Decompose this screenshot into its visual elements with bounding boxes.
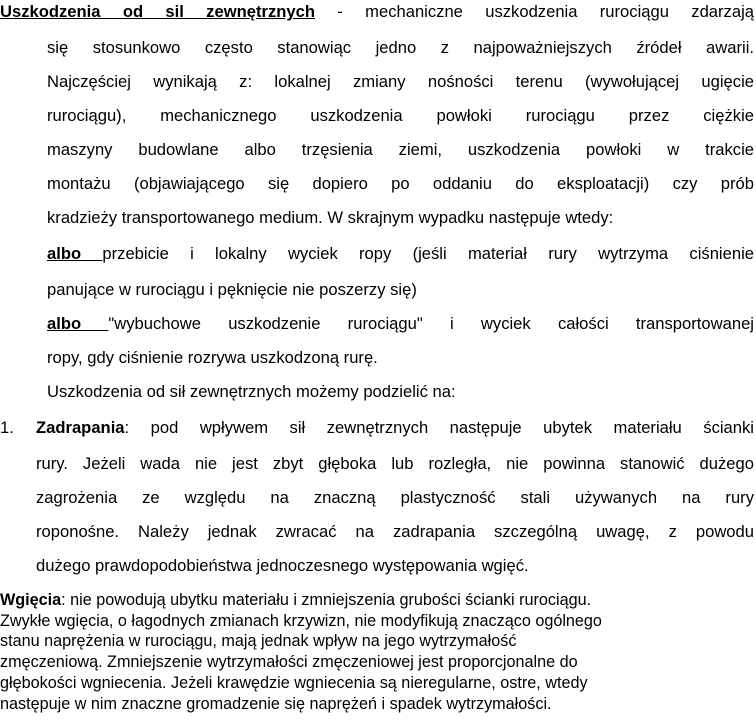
option1-line-2: panujące w rurociągu i pęknięcie nie poszerzy się) — [47, 280, 417, 299]
item2-text: : nie powodują ubytku materiału i zmniejszenia grubości ścianki rurociągu. — [61, 591, 592, 609]
division-line: Uszkodzenia od sił zewnętrznych możemy podzielić na: — [47, 382, 456, 401]
intro-line-6: kradzieży transportowanego medium. W skrajnym wypadku następuje wtedy: — [47, 208, 614, 227]
option2-keyword: albo — [47, 314, 109, 333]
intro-line-3: rurociągu), mechanicznego uszkodzenia powłoki rurociągu przez ciężkie — [47, 106, 754, 125]
item1-term: Zadrapania — [36, 418, 125, 437]
item1-line-4: dużego prawdopodobieństwa jednoczesnego występowania wgięć. — [36, 556, 529, 575]
intro-line-4: maszyny budowlane albo trzęsienia ziemi, uszkodzenia powłoki w trakcie — [47, 140, 754, 159]
item1-line-2: zagrożenia ze względu na znaczną plastyczność stali używanych na rury — [36, 488, 754, 507]
intro-heading: Uszkodzenia od sil zewnętrznych — [0, 2, 315, 21]
item2-line-3: zmęczeniową. Zmniejszenie wytrzymałości zmęczeniowej jest proporcjonalne do — [0, 653, 578, 671]
option1-keyword: albo — [47, 244, 103, 263]
item1-line-3: roponośne. Należy jednak zwracać na zadrapania szczególną uwagę, z powodu — [36, 522, 754, 541]
intro-line-1: się stosunkowo często stanowiąc jedno z najpoważniejszych źródeł awarii. — [47, 38, 754, 57]
item2-line-4: głębokości wgniecenia. Jeżeli krawędzie wgniecenia są nieregularne, ostre, wtedy — [0, 674, 588, 692]
item2-line-0 — [0, 591, 591, 610]
option2-text: "wybuchowe uszkodzenie rurociągu" i wyciek całości transportowanej — [108, 314, 754, 333]
item2-line-1: Zwykłe wgięcia, o łagodnych zmianach krzywizn, nie modyfikują znacząco ogólnego — [0, 612, 602, 630]
item2-line-5: następuje w nim znaczne gromadzenie się naprężeń i spadek wytrzymałości. — [0, 695, 552, 713]
option1-line-1 — [47, 244, 754, 264]
intro-line-5: montażu (objawiającego się dopiero po oddaniu do eksploatacji) czy prób — [47, 174, 754, 193]
intro-line-0 — [0, 2, 754, 22]
intro-text: - mechaniczne uszkodzenia rurociągu zdarzają — [314, 2, 754, 21]
item1-line-0 — [36, 418, 754, 438]
item2-term: Wgięcia — [0, 591, 62, 609]
option1-text: przebicie i lokalny wyciek ropy (jeśli materiał rury wytrzyma ciśnienie — [102, 244, 754, 263]
item1-text: : pod wpływem sił zewnętrznych następuje ubytek materiału ścianki — [124, 418, 754, 437]
item1-number: 1. — [0, 418, 14, 437]
item1-line-1: rury. Jeżeli wada nie jest zbyt głęboka lub rozległa, nie powinna stanowić dużego — [36, 454, 754, 473]
intro-line-2: Najczęściej wynikają z: lokalnej zmiany nośności terenu (wywołującej ugięcie — [47, 72, 754, 91]
item2-line-2: stanu naprężenia w rurociągu, mają jednak wpływ na jego wytrzymałość — [0, 632, 517, 650]
option2-line-1 — [47, 314, 754, 334]
option2-line-2: ropy, gdy ciśnienie rozrywa uszkodzoną rurę. — [47, 348, 378, 367]
